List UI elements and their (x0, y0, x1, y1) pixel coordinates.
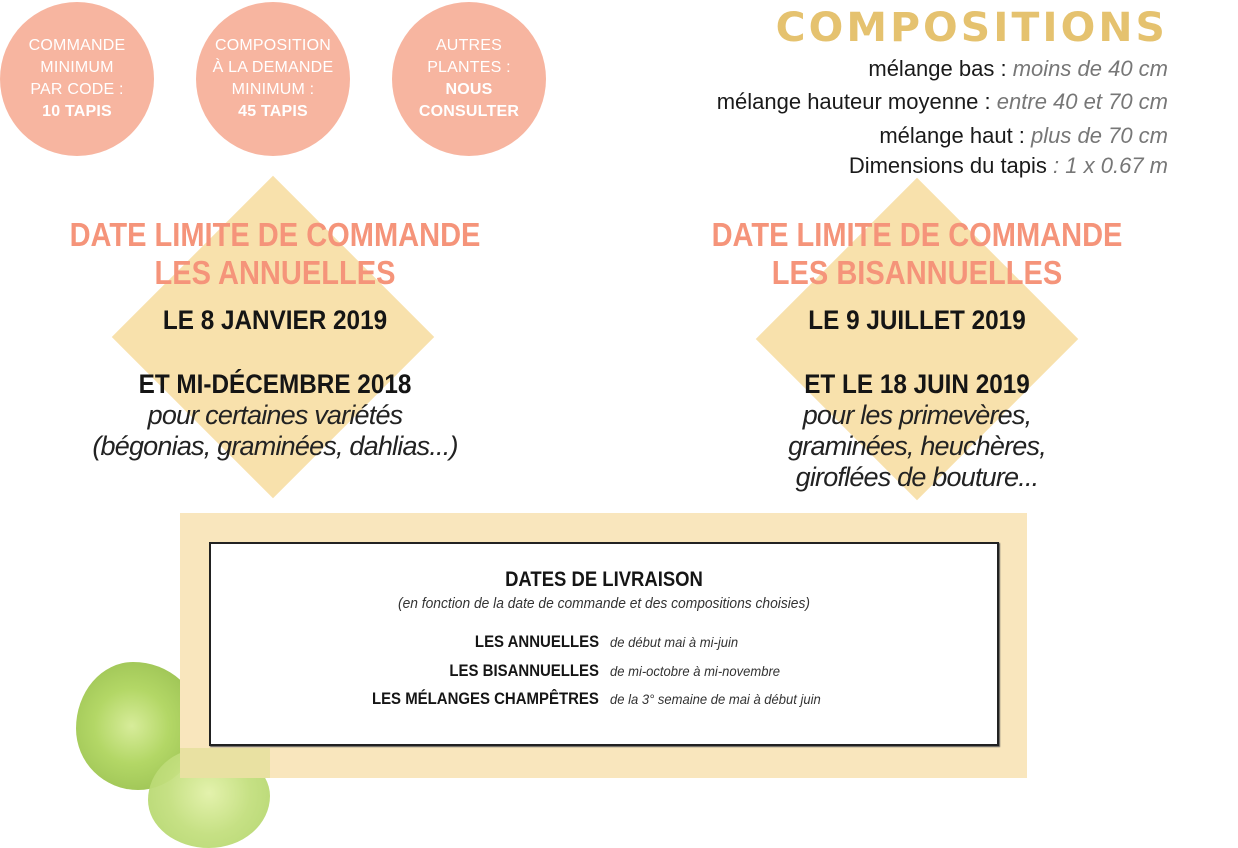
compositions-title: COMPOSITIONS (775, 5, 1168, 51)
circle-highlight: NOUS (445, 81, 493, 98)
circle-text: MINIMUM (40, 59, 114, 76)
circle-highlight: 45 TAPIS (238, 103, 308, 120)
deadline-note-annuals (40, 400, 510, 462)
delivery-label: LES MÉLANGES CHAMPÊTRES (372, 689, 599, 708)
note-line: giroflées de bouture... (795, 462, 1039, 492)
deadline-title-line: LES BISANNUELLES (771, 254, 1063, 291)
composition-value: entre 40 et 70 cm (996, 89, 1168, 114)
deadline-title-line: DATE LIMITE DE COMMANDE (711, 216, 1123, 253)
delivery-subtitle: (en fonction de la date de commande et des compositions choisies) (398, 595, 810, 612)
composition-label: mélange hauteur moyenne : (716, 89, 991, 114)
note-line: graminées, heuchères, (788, 431, 1046, 461)
deadline-title-line: LES ANNUELLES (154, 254, 396, 291)
deadline-title-annuals (59, 216, 490, 292)
composition-label: mélange bas : (868, 56, 1007, 81)
note-line: (bégonias, graminées, dahlias...) (92, 431, 458, 461)
circle-text: PAR CODE : (30, 81, 124, 98)
info-circle-other-plants (392, 2, 546, 156)
delivery-box (209, 542, 999, 746)
circle-highlight: CONSULTER (418, 103, 520, 120)
composition-label: mélange haut : (879, 123, 1025, 148)
composition-value: plus de 70 cm (1031, 123, 1168, 148)
composition-item-low (868, 56, 1168, 82)
info-circle-minimum-order (0, 2, 154, 156)
delivery-title: DATES DE LIVRAISON (505, 568, 703, 591)
circle-text: AUTRES (435, 37, 503, 54)
composition-value: moins de 40 cm (1012, 56, 1168, 81)
delivery-value: de la 3° semaine de mai à début juin (610, 691, 821, 707)
circle-text: À LA DEMANDE (212, 59, 334, 76)
deadline-title-line: DATE LIMITE DE COMMANDE (69, 216, 481, 253)
circle-text: MINIMUM : (231, 81, 315, 98)
delivery-label: LES ANNUELLES (474, 632, 599, 651)
delivery-label: LES BISANNUELLES (449, 661, 599, 680)
circle-text: COMMANDE (28, 37, 126, 54)
circle-text: PLANTES : (427, 59, 511, 76)
deadline-extra-date-annuals: ET MI-DÉCEMBRE 2018 (138, 369, 412, 399)
composition-item-high (879, 123, 1168, 149)
composition-label: Dimensions du tapis (848, 153, 1047, 178)
info-circle-custom-composition (196, 2, 350, 156)
circle-highlight: 10 TAPIS (42, 103, 112, 120)
delivery-row-annuals (211, 632, 997, 654)
delivery-row-field-mixes (211, 689, 997, 711)
delivery-value: de mi-octobre à mi-novembre (610, 663, 781, 679)
deadline-extra-date-biennials: ET LE 18 JUIN 2019 (804, 369, 1030, 399)
composition-item-medium (717, 89, 1168, 115)
delivery-row-biennials (211, 661, 997, 683)
deadline-title-biennials (701, 216, 1132, 292)
deadline-date-biennials: LE 9 JUILLET 2019 (808, 305, 1026, 335)
circle-text: COMPOSITION (215, 37, 331, 54)
note-line: pour les primevères, (802, 400, 1032, 430)
composition-item-dimensions (849, 153, 1168, 179)
composition-value: : 1 x 0.67 m (1053, 153, 1168, 178)
deadline-note-biennials (682, 400, 1152, 493)
delivery-value: de début mai à mi-juin (610, 634, 739, 650)
deadline-date-annuals: LE 8 JANVIER 2019 (162, 305, 388, 335)
note-line: pour certaines variétés (147, 400, 403, 430)
